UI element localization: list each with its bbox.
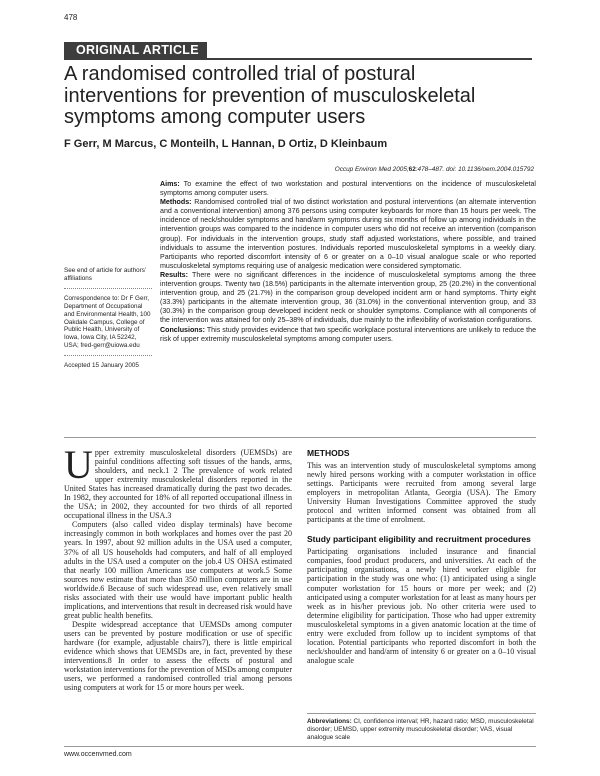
author-list: F Gerr, M Marcus, C Monteilh, L Hannan, D Ortiz, D Kleinbaum — [64, 138, 388, 150]
body-left-column — [64, 442, 292, 693]
intro-paragraph: Computers (also called video display terminals) have become increasingly common in both workplaces and homes over the past 20 years. In 1997, about 92 million adults in the USA used a computer, 37% of all US households had computers, and half of all employed adults in the USA used a computer on the job.4 US OHSA estimated that nearly 100 million Americans use computers at work.5 Some sources now estimate that more than 350 million computers are in use worldwide.6 Because of such widespread use, even relatively small risks associated with their use would have important public health implications, and interventions that result in decreased risk would have great public health benefits. — [64, 520, 292, 620]
sidenote-divider — [64, 288, 152, 289]
intro-paragraph-text: pper extremity musculoskeletal disorders (UEMSDs) are painful conditions affecting soft tissues of the hands, arms, shoulders, and neck.1 2 The prevalence of work related upper extremity musculoskeletal disorders reported in the United States has increased dramatically during the past two decades. In 1982, they accounted for 18% of all reported occupational illness in the USA; in 2002, they accounted for two thirds of all reported occupational illness in the USA.3 — [64, 448, 292, 521]
aims-label: Aims: — [160, 180, 180, 188]
abstract-divider — [64, 437, 536, 438]
accepted-date: Accepted 15 January 2005 — [64, 362, 139, 370]
eligibility-paragraph: Participating organisations included insurance and financial companies, food product producers, and universities. At each of the participating organisations, a newly hired worker eligible for participation in the study was one who: (1) anticipated using a single computer workstation for 15 hours or more per week; and (2) anticipated using a computer workstation for at least as many hours per week as in his/her previous job. No other criteria were used to determine eligibility for participation. Those who had upper extremity musculoskeletal symptoms in a given anatomic location at the time of entry were excluded from follow up to incident symptoms of that location. Potential participants who reported discomfort in both the neck/shoulder and hand/arm of intensity 6 or greater on a 0–10 visual analogue scale — [307, 547, 536, 665]
aims-text: To examine the effect of two workstation and postural interventions on the incidence of musculoskeletal symptoms among computer users. — [160, 180, 537, 198]
methods-label: Methods: — [160, 198, 192, 207]
eligibility-heading: Study participant eligibility and recruitment procedures — [307, 534, 531, 545]
article-title: A randomised controlled trial of postural interventions for prevention of musculoskeletal symptoms among computer users — [64, 63, 476, 128]
abstract-aims — [160, 180, 536, 198]
abbreviations-text: CI, confidence interval; HR, hazard ratio; MSD, musculoskeletal disorder; UEMSD, upper extremity musculoskeletal disorder; VAS, visual analogue scale — [307, 718, 534, 741]
sidenote-divider — [64, 355, 152, 356]
conclusions-label: Conclusions: — [160, 325, 205, 334]
methods-paragraph: This was an intervention study of musculoskeletal symptoms among newly hired persons working with a computer workstation in office settings. Participants were recruited from among several large employers in metropolitan Atlanta, Georgia (USA). The Emory University Human Investigations Committee approved the study protocol and written informed consent was obtained from all participants at the time of enrolment. — [307, 461, 536, 525]
citation-year: 2005; — [392, 166, 409, 173]
page-number: 478 — [64, 13, 78, 22]
citation-volume: 62 — [408, 166, 416, 173]
methods-text: Randomised controlled trial of two distinct workstation and postural interventions (an alternate intervention and a conventional intervention) among 376 persons using computer keyboards for more than 15 hours per week. The incidence of neck/shoulder symptoms and hand/arm symptoms during six months of follow up among individuals in the intervention groups was compared to the incidence in computer users who did not receive an intervention (comparison group). For individuals in the intervention groups, study staff adjusted workstations, where possible, and trained individuals to assume the intervention postures. Individuals reported musculoskeletal symptoms in a weekly diary. Participants who reported discomfort intensity of 6 or greater on a 0–10 visual analogue scale or who reported musculoskeletal symptoms requiring use of analgesic medication were considered symptomatic. — [160, 198, 536, 270]
citation-journal: Occup Environ Med — [334, 166, 391, 173]
footer-divider — [64, 746, 536, 747]
section-label: ORIGINAL ARTICLE — [64, 42, 207, 59]
citation-line — [170, 166, 534, 173]
results-text: There were no significant differences in the incidence of musculoskeletal symptoms among the three intervention groups. Twenty two (18.5%) participants in the alternate intervention group, 25 (20.2%) in the conventional intervention group, and 25 (21.7%) in the comparison group developed incident arm or hand symptoms. Thirty eight (33.3%) participants in the alternate intervention group, 36 (31.0%) in the conventional intervention group, and 33 (30.3%) in the comparison group developed incident neck or shoulder symptoms. Compliance with all components of the intervention was attained for only 25–38% of individuals, due mainly to the inflexibility of workstation configurations. — [160, 270, 536, 325]
abbreviations-note — [307, 713, 536, 742]
body-right-column — [307, 448, 536, 665]
methods-heading: METHODS — [307, 448, 350, 458]
affiliations-note: See end of article for authors’ affiliations — [64, 267, 147, 282]
abstract — [160, 180, 536, 344]
results-label: Results: — [160, 270, 188, 279]
correspondence-note: Correspondence to: Dr F Gerr, Department of Occupational and Environmental Health, 100 Oakdale Campus, College of Public Health, University of Iowa, Iowa City, IA 52242, USA; fred-gerr@uiowa.edu — [64, 294, 151, 350]
sidenotes — [64, 267, 152, 370]
intro-paragraph: Despite widespread acceptance that UEMSDs among computer users can be prevented by posture modification or use of specific hardware (for example, adjustable chairs7), there is little empirical evidence which shows that UEMSDs are, in fact, prevented by these interventions.8 In order to assess the effects of postural and workstation interventions for the prevention of MSDs among computer users, we performed a randomised controlled trial among persons using computers at work for 15 or more hours per week. — [64, 619, 292, 693]
conclusions-text: This study provides evidence that two specific workplace postural interventions are unlikely to reduce the risk of upper extremity musculoskeletal symptoms among computer users. — [160, 325, 537, 343]
citation-pages: :478–487. doi: 10.1136/oem.2004.015792 — [415, 166, 534, 173]
abstract-conclusions — [160, 326, 536, 344]
intro-paragraph — [64, 442, 292, 521]
abstract-results — [160, 271, 536, 326]
drop-cap: U — [64, 442, 93, 487]
footer-url: www.occenvmed.com — [64, 751, 132, 758]
abstract-methods — [160, 198, 536, 271]
abbreviations-label: Abbreviations: — [307, 718, 352, 725]
